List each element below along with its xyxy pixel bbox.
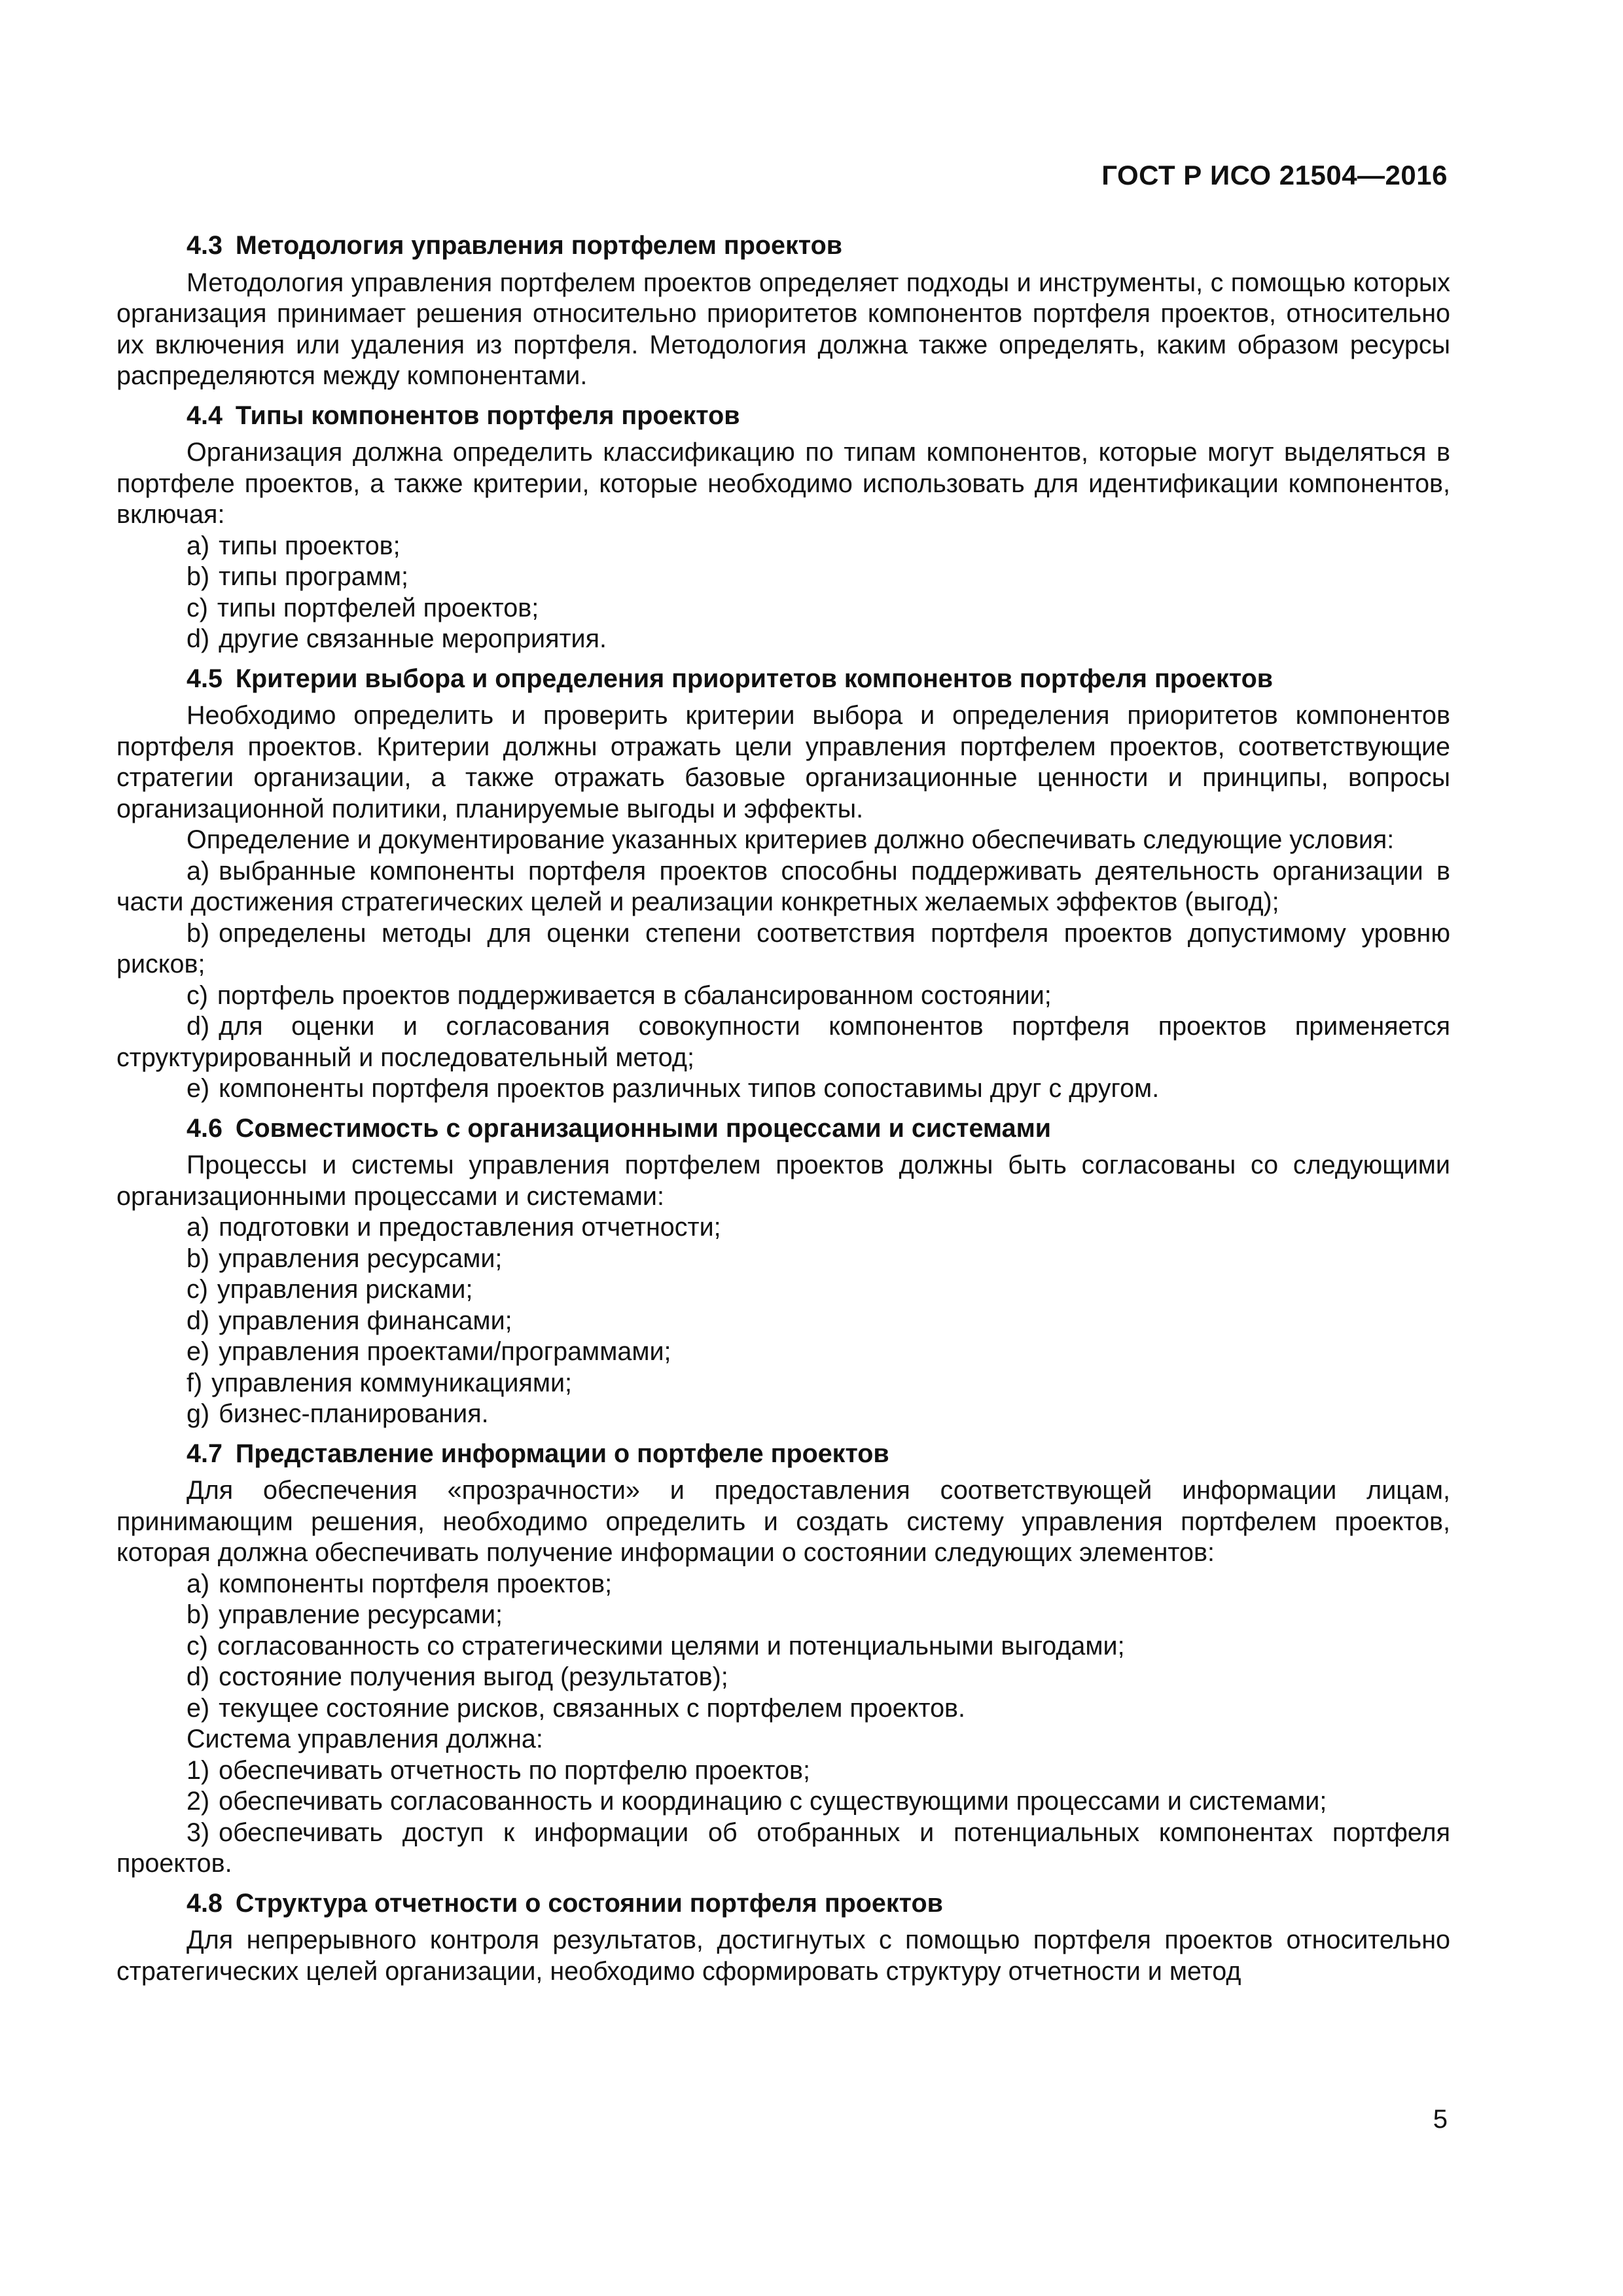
paragraph: Для непрерывного контроля результатов, достигнутых с помощью портфеля проектов относительно стратегических целей организации, необходимо сформировать структуру отчетности и метод [116, 1926, 1450, 1986]
list-item: g) бизнес-планирования. [187, 1399, 489, 1428]
list-item: e) текущее состояние рисков, связанных с портфелем проектов. [187, 1693, 965, 1723]
list-item: b) управления ресурсами; [187, 1244, 503, 1273]
section-heading-4-3: 4.3 Методология управления портфелем проектов [187, 231, 843, 260]
document-id: ГОСТ Р ИСО 21504—2016 [1101, 160, 1448, 190]
document-body [116, 230, 1450, 1987]
list-item: f) управления коммуникациями; [187, 1368, 573, 1397]
list-item: d) управления финансами; [187, 1306, 512, 1335]
paragraph: Для обеспечения «прозрачности» и предоставления соответствующей информации лицам, принимающим решения, необходимо определить и создать систему управления портфелем проектов, которая должна обеспечивать получение информации о состоянии следующих элементов: [116, 1476, 1450, 1567]
section-heading-4-7: 4.7 Представление информации о портфеле проектов [187, 1439, 889, 1468]
section-heading-4-6: 4.6 Совместимость с организационными процессами и системами [187, 1113, 1052, 1143]
list-item: b) управление ресурсами; [187, 1600, 503, 1629]
section-heading-4-8: 4.8 Структура отчетности о состоянии портфеля проектов [187, 1888, 943, 1918]
list-item: 1) обеспечивать отчетность по портфелю проектов; [187, 1755, 810, 1785]
page-number: 5 [1433, 2105, 1448, 2134]
list-item: e) компоненты портфеля проектов различных типов сопоставимы друг с другом. [187, 1074, 1160, 1103]
list-item: 3) обеспечивать доступ к информации об отобранных и потенциальных компонентах портфеля проектов. [116, 1818, 1450, 1878]
list-item: d) состояние получения выгод (результатов); [187, 1662, 728, 1691]
list-item: a) типы проектов; [187, 531, 401, 560]
paragraph: Процессы и системы управления портфелем проектов должны быть согласованы со следующими организационными процессами и системами: [116, 1151, 1450, 1211]
list-item: 2) обеспечивать согласованность и координацию с существующими процессами и системами; [187, 1787, 1327, 1816]
paragraph: Необходимо определить и проверить критерии выбора и определения приоритетов компонентов портфеля проектов. Критерии должны отражать цели управления портфелем проектов, соответствующие стратегии организации, а также отражать базовые организационные ценности и принципы, вопросы организационной политики, планируемые выгоды и эффекты. [116, 701, 1450, 823]
paragraph: Определение и документирование указанных критериев должно обеспечивать следующие условия: [187, 825, 1395, 854]
list-item: a) подготовки и предоставления отчетности; [187, 1213, 721, 1242]
paragraph: Система управления должна: [187, 1725, 543, 1753]
list-item: e) управления проектами/программами; [187, 1337, 671, 1366]
list-item: a) выбранные компоненты портфеля проектов способны поддерживать деятельность организации в части достижения стратегических целей и реализации конкретных желаемых эффектов (выгод); [116, 856, 1450, 916]
list-item: c) портфель проектов поддерживается в сбалансированном состоянии; [187, 980, 1052, 1010]
section-heading-4-4: 4.4 Типы компонентов портфеля проектов [187, 401, 740, 430]
list-item: c) управления рисками; [187, 1275, 473, 1304]
paragraph: Методология управления портфелем проектов определяет подходы и инструменты, с помощью которых организация принимает решения относительно приоритетов компонентов портфеля проектов, относительно их включения или удаления из портфеля. Методология должна также определять, каким образом ресурсы распределяются между компонентами. [116, 268, 1450, 390]
list-item: b) типы программ; [187, 562, 408, 591]
section-heading-4-5: 4.5 Критерии выбора и определения приоритетов компонентов портфеля проектов [187, 664, 1274, 693]
list-item: c) согласованность со стратегическими целями и потенциальными выгодами; [187, 1631, 1125, 1660]
list-item: c) типы портфелей проектов; [187, 593, 539, 622]
list-item: d) для оценки и согласования совокупности компонентов портфеля проектов применяется структурированный и последовательный метод; [116, 1012, 1450, 1072]
list-item: d) другие связанные мероприятия. [187, 624, 607, 653]
list-item: a) компоненты портфеля проектов; [187, 1569, 613, 1598]
list-item: b) определены методы для оценки степени соответствия портфеля проектов допустимому уровню рисков; [116, 918, 1450, 978]
paragraph: Организация должна определить классификацию по типам компонентов, которые могут выделяться в портфеле проектов, а также критерии, которые необходимо использовать для идентификации компонентов, включая: [116, 438, 1450, 529]
